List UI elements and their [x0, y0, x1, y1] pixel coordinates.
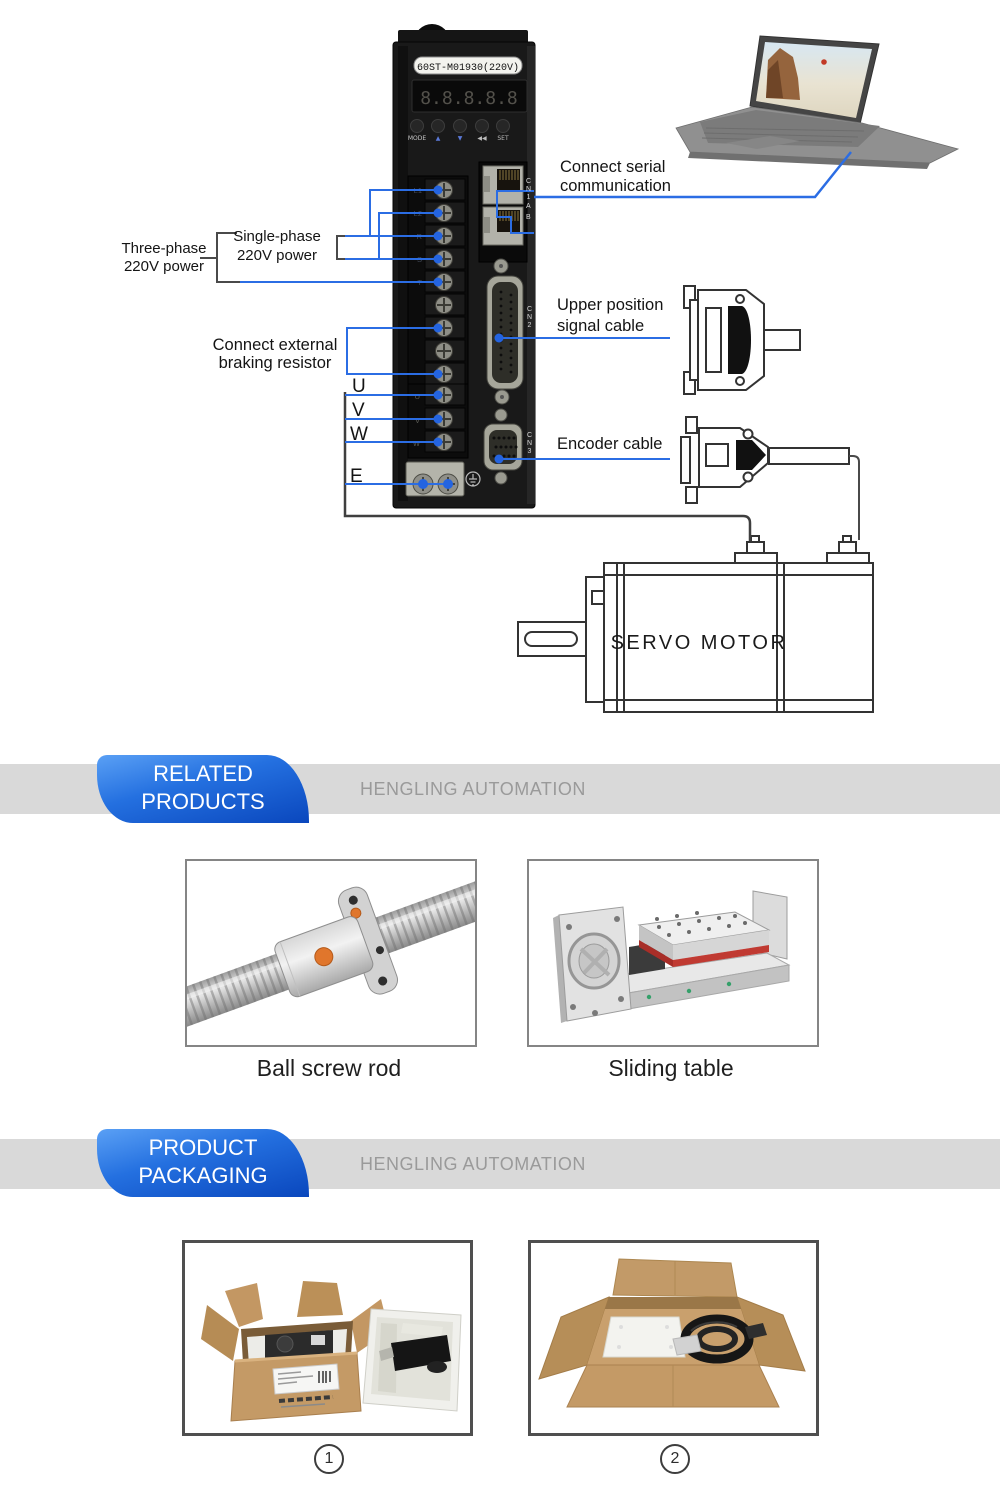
encoder-wire-tail [849, 456, 859, 540]
braking-label-line2: braking resistor [218, 354, 332, 372]
single-phase-bracket [337, 236, 345, 259]
svg-text:U: U [414, 392, 420, 401]
package-photo-2 [531, 1243, 816, 1433]
phase-u-label: U [352, 376, 366, 397]
packaging-badge [97, 1129, 309, 1197]
phase-v-label: V [352, 400, 365, 421]
motor-encoder-connector [827, 536, 869, 563]
related-title-line2: PRODUCTS [141, 789, 265, 814]
upper-position-connector-drawing [684, 286, 800, 394]
svg-text:W: W [412, 439, 420, 448]
svg-text:R: R [416, 232, 422, 241]
package-photo-1 [185, 1243, 470, 1433]
upper-position-label-line1: Upper position [557, 296, 664, 314]
brand-text: HENGLING AUTOMATION [360, 779, 586, 799]
package-card-1 [182, 1240, 473, 1436]
shift-button [476, 120, 489, 133]
svg-text:V: V [414, 416, 420, 425]
ball-screw-card [185, 859, 477, 1047]
braking-label-line1: Connect external [212, 336, 338, 354]
servo-drive-image [393, 24, 535, 508]
screen-figure [821, 59, 827, 65]
single-phase-label-line1: Single-phase [233, 228, 321, 245]
mode-button [411, 120, 424, 133]
ground-e-label: E [350, 466, 363, 487]
related-products-badge [97, 755, 309, 823]
ball-screw-image [187, 861, 475, 1045]
down-button [454, 120, 467, 133]
svg-text:L1: L1 [413, 186, 422, 195]
cn1-label: CN1 [525, 178, 532, 202]
single-phase-label-line2: 220V power [236, 247, 318, 264]
serial-label-line2: communication [560, 177, 671, 195]
cn1-b-label: B [526, 214, 531, 221]
brand-text-2: HENGLING AUTOMATION [360, 1154, 586, 1174]
up-button [432, 120, 445, 133]
display-digits: 8.8.8.8.8 [420, 88, 518, 109]
down-button-label: ▼ [457, 135, 463, 142]
motor-power-connector [735, 536, 777, 563]
laptop-image [676, 36, 958, 169]
cn2-label: CN2 [526, 306, 533, 330]
cn1-a-label: A [526, 203, 531, 210]
svg-text:T: T [417, 278, 422, 287]
set-button-label: SET [497, 135, 509, 142]
encoder-connector-drawing [681, 417, 849, 503]
sliding-table-card [527, 859, 819, 1047]
package-card-2 [528, 1240, 819, 1436]
packaging-title-line2: PACKAGING [138, 1163, 268, 1188]
serial-label-line1: Connect serial [560, 158, 666, 176]
package-number-2: 2 [660, 1444, 690, 1474]
mode-button-label: MODE [407, 135, 427, 142]
ball-screw-caption: Ball screw rod [256, 1055, 402, 1081]
cn3-label: CN3 [526, 432, 533, 456]
sliding-table-image [529, 861, 817, 1045]
upper-position-label-line2: signal cable [557, 317, 645, 335]
phase-w-label: W [350, 424, 368, 445]
set-button [497, 120, 510, 133]
encoder-label: Encoder cable [557, 435, 663, 453]
servo-motor-drawing [518, 536, 873, 712]
servo-motor-label: SERVO MOTOR [610, 632, 788, 654]
packaging-title-line1: PRODUCT [148, 1135, 258, 1160]
three-phase-label-line2: 220V power [123, 258, 205, 275]
cn2-port [487, 259, 523, 404]
package-number-1: 1 [314, 1444, 344, 1474]
sliding-table-caption: Sliding table [608, 1055, 734, 1081]
shift-button-label: ◀◀ [477, 135, 487, 142]
terminal-block [425, 179, 465, 452]
svg-text:S: S [416, 255, 422, 264]
model-label: 60ST-M01930(220V) [416, 63, 520, 74]
related-title-line1: RELATED [153, 761, 253, 786]
up-button-label: ▲ [435, 135, 441, 142]
svg-text:L2: L2 [413, 209, 422, 218]
three-phase-label-line1: Three-phase [121, 240, 207, 257]
cn1-port [479, 162, 527, 262]
